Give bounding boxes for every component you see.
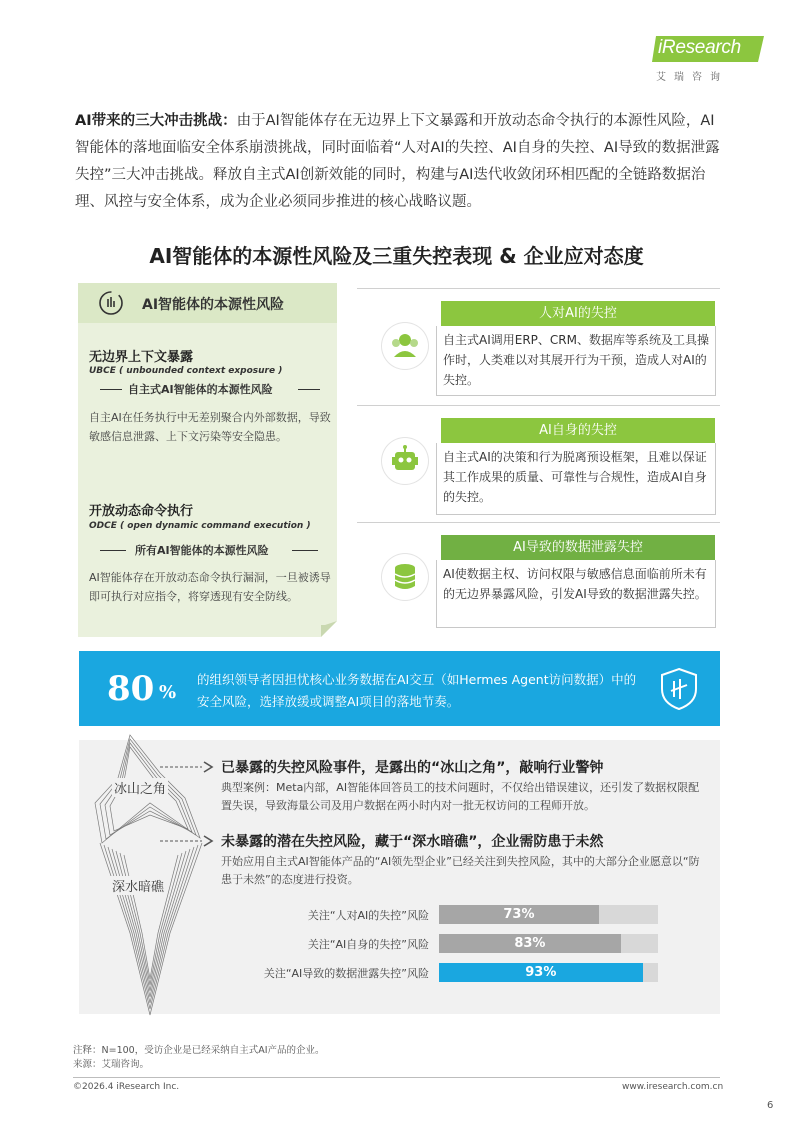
- risk-title-ubce: 无边界上下文暴露: [89, 350, 194, 365]
- warning-signal-icon: [98, 290, 124, 316]
- bar-category-label: 关注“AI导致的数据泄露失控”风险: [263, 967, 429, 980]
- bar-fill: 93%: [439, 963, 643, 982]
- bar-track: [439, 934, 658, 953]
- card-body: AI使数据主权、访问权限与敏感信息面临前所未有的无边界暴露风险，引发AI导致的数据泄露失控。: [436, 560, 716, 628]
- copyright: ©2026.4 iResearch Inc.: [73, 1082, 180, 1092]
- left-panel-header: [78, 283, 337, 323]
- bar-category-label: 关注“人对AI的失控”风险: [307, 909, 429, 922]
- page-number: 6: [767, 1100, 774, 1111]
- card-body: 自主式AI的决策和行为脱离预设框架，且难以保证其工作成果的质量、可靠性与合规性，造成AI自身的失控。: [436, 443, 716, 515]
- left-panel-title: AI智能体的本源性风险: [142, 297, 285, 313]
- bar-track: [439, 963, 658, 982]
- risk-desc-ubce: 自主AI在任务执行中无差别聚合内外部数据，导致敏感信息泄露、上下文污染等安全隐患。: [89, 411, 331, 443]
- site-url: www.iresearch.com.cn: [622, 1082, 724, 1092]
- page-fold-corner: [321, 621, 337, 637]
- bar-track: [439, 905, 658, 924]
- risk-en-ubce: UBCE ( unbounded context exposure ): [89, 366, 283, 376]
- card-body: 自主式AI调用ERP、CRM、数据库等系统及工具操作时，人类难以对其展开行为干预，造成人对AI的失控。: [436, 326, 716, 396]
- intro-lead: AI带来的三大冲击挑战：: [75, 113, 237, 129]
- card-icon-circle: [382, 323, 428, 369]
- card-icon-circle: [382, 554, 428, 600]
- database-icon: [382, 554, 428, 600]
- card-title: AI导致的数据泄露失控: [441, 535, 715, 560]
- risk-sub-dash-left: [100, 389, 122, 390]
- bar-fill: 73%: [439, 905, 599, 924]
- arrow-icon: [160, 760, 216, 774]
- risk-sub-ubce: 自主式AI智能体的本源性风险: [128, 383, 273, 396]
- footnote: 注释：N=100，受访企业是已经采纳自主式AI产品的企业。: [73, 1045, 325, 1056]
- card-separator: [357, 405, 720, 406]
- bar-category-label: 关注“AI自身的失控”风险: [307, 938, 429, 951]
- shield-icon: [659, 667, 699, 711]
- main-title: AI智能体的本源性风险及三重失控表现 & 企业应对态度: [149, 244, 644, 268]
- robot-icon: [382, 438, 428, 484]
- risk-sub-odce: 所有AI智能体的本源性风险: [135, 544, 269, 557]
- iceberg-bottom-label: 深水暗礁: [110, 876, 166, 895]
- card-separator: [357, 288, 720, 289]
- arrow-icon: [160, 834, 216, 848]
- bar-fill: 83%: [439, 934, 621, 953]
- intro-paragraph: [75, 108, 725, 216]
- source-note: 来源：艾瑞咨询。: [73, 1059, 150, 1070]
- risk-desc-odce: AI智能体存在开放动态命令执行漏洞，一旦被诱导即可执行对应指令，将穿透现有安全防线。: [89, 571, 331, 603]
- risk-en-odce: ODCE ( open dynamic command execution ): [89, 521, 311, 531]
- intro-body: 由于AI智能体存在无边界上下文暴露和开放动态命令执行的本源性风险，AI智能体的落地面临安全体系崩溃挑战，同时面临着“人对AI的失控、AI自身的失控、AI导致的数据泄露失控”三大冲击挑战。释放自主式AI创新效能的同时，构建与AI迭代收敛闭环相匹配的全链路数据治理、风控与安全体系，成为企业必须同步推进的核心战略议题。: [75, 113, 720, 210]
- footer-divider: [73, 1077, 720, 1078]
- section-title-hidden: 未暴露的潜在失控风险，藏于“深水暗礁”，企业需防患于未然: [221, 834, 604, 850]
- section-title-exposed: 已暴露的失控风险事件，是露出的“冰山之角”，敲响行业警钟: [221, 760, 604, 776]
- risk-sub-dash-left: [100, 550, 126, 551]
- logo-text: iResearch: [658, 37, 741, 58]
- risk-sub-dash-right: [292, 550, 318, 551]
- iresearch-logo: [652, 30, 764, 84]
- banner-percent: %: [159, 682, 177, 703]
- card-icon-circle: [382, 438, 428, 484]
- section-desc-hidden: 开始应用自主式AI智能体产品的“AI领先型企业”已经关注到失控风险，其中的大部分企业愿意以“防患于未然”的态度进行投资。: [221, 855, 700, 886]
- logo-subtitle: 艾瑞咨询: [656, 72, 728, 83]
- iceberg-top-label: 冰山之角: [112, 778, 168, 797]
- risk-title-odce: 开放动态命令执行: [89, 504, 194, 519]
- card-title: AI自身的失控: [441, 418, 715, 443]
- stat-banner: [79, 651, 720, 726]
- card-separator: [357, 522, 720, 523]
- people-icon: [382, 323, 428, 369]
- section-desc-exposed: 典型案例：Meta内部，AI智能体回答员工的技术问题时，不仅给出错误建议，还引发了数据权限配置失误，导致海量公司及用户数据在两小时内对一批无权访问的工程师开放。: [221, 781, 700, 812]
- banner-number: 80: [107, 669, 155, 709]
- risk-sub-dash-right: [298, 389, 320, 390]
- card-title: 人对AI的失控: [441, 301, 715, 326]
- banner-text: 的组织领导者因担忧核心业务数据在AI交互（如Hermes Agent访问数据）中的安全风险，选择放缓或调整AI项目的落地节奏。: [197, 672, 637, 709]
